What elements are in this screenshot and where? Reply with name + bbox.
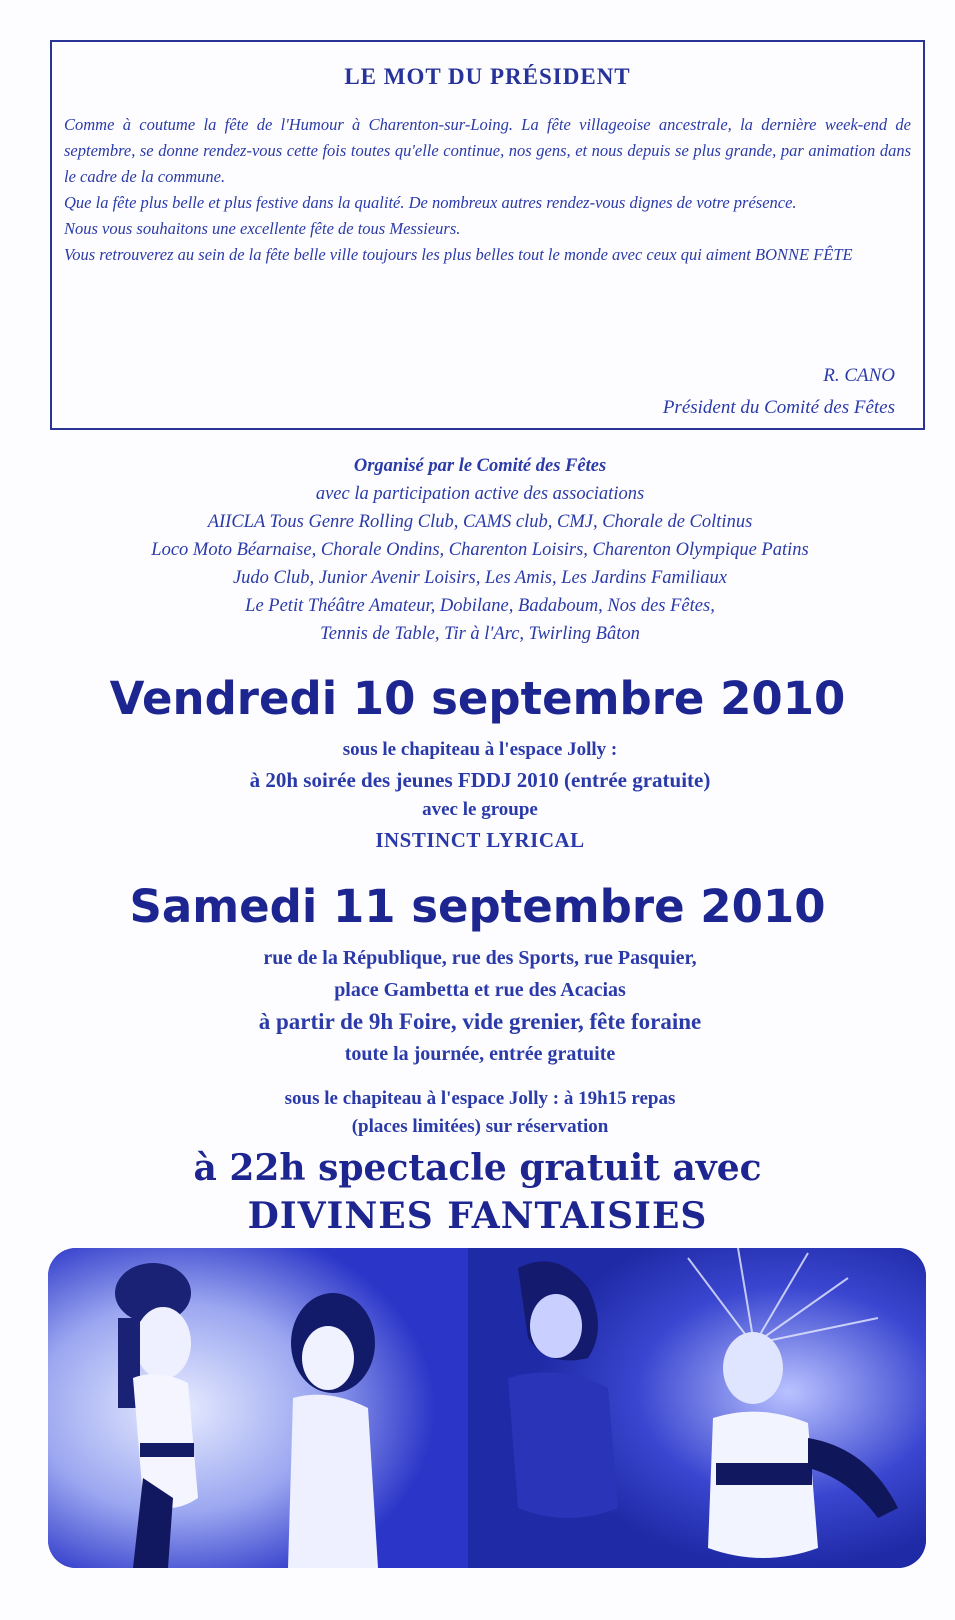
- signature-name: R. CANO: [823, 365, 895, 386]
- organizers-line: Le Petit Théâtre Amateur, Dobilane, Badaboum, Nos des Fêtes,: [245, 596, 715, 616]
- show-announcement: à 22h spectacle gratuit avec: [193, 1147, 762, 1189]
- saturday-line: à partir de 9h Foire, vide grenier, fête foraine: [258, 1009, 702, 1034]
- show-title: DIVINES FANTAISIES: [247, 1195, 708, 1237]
- friday-line: à 20h soirée des jeunes FDDJ 2010 (entrée gratuite): [249, 768, 711, 792]
- president-paragraph: Nous vous souhaitons une excellente fête de tous Messieurs.: [64, 219, 461, 238]
- saturday-line: rue de la République, rue des Sports, rue Pasquier,: [263, 947, 697, 969]
- performers-photo-panel: [48, 1248, 926, 1568]
- president-paragraph: Comme à coutume la fête de l'Humour à Charenton-sur-Loing. La fête villageoise ancestrale, la dernière week-end de septembre, se donne rendez-vous cette fois toutes qu'elle continue, nos gens, et nous depuis se plus grande, par animation dans le cadre de la commune.: [64, 115, 911, 186]
- meal-line: sous le chapiteau à l'espace Jolly : à 19h15 repas: [284, 1088, 676, 1109]
- performers-photo: [48, 1248, 926, 1568]
- organizers-line: avec la participation active des associations: [315, 484, 645, 504]
- saturday-meal: [40, 1085, 920, 1141]
- organizers-section: [40, 452, 920, 648]
- organizers-line: Tennis de Table, Tir à l'Arc, Twirling Bâton: [320, 624, 640, 644]
- friday-details: [40, 735, 920, 855]
- organizers-line: Judo Club, Junior Avenir Loisirs, Les Amis, Les Jardins Familiaux: [232, 568, 728, 588]
- organizers-line: Loco Moto Béarnaise, Chorale Ondins, Charenton Loisirs, Charenton Olympique Patins: [151, 540, 809, 560]
- saturday-line: toute la journée, entrée gratuite: [344, 1043, 616, 1065]
- president-paragraph: Que la fête plus belle et plus festive dans la qualité. De nombreux autres rendez-vous dignes de votre présence.: [64, 193, 797, 212]
- friday-heading: Vendredi 10 septembre 2010: [109, 672, 846, 725]
- friday-line: sous le chapiteau à l'espace Jolly :: [342, 739, 618, 760]
- president-signature: [663, 360, 895, 424]
- president-message-body: [64, 112, 911, 268]
- meal-line: (places limitées) sur réservation: [351, 1116, 609, 1137]
- president-paragraph: Vous retrouverez au sein de la fête belle ville toujours les plus belles tout le monde avec ceux qui aiment BONNE FÊTE: [64, 245, 853, 264]
- friday-group-name: INSTINCT LYRICAL: [375, 828, 585, 852]
- president-message-box: [50, 40, 925, 430]
- saturday-details: [40, 942, 920, 1070]
- saturday-line: place Gambetta et rue des Acacias: [334, 979, 626, 1001]
- organizers-line: AIICLA Tous Genre Rolling Club, CAMS club, CMJ, Chorale de Coltinus: [207, 512, 753, 532]
- signature-title: Président du Comité des Fêtes: [662, 397, 895, 418]
- organizers-title: Organisé par le Comité des Fêtes: [353, 456, 607, 476]
- friday-line: avec le groupe: [422, 799, 538, 820]
- president-message-title: LE MOT DU PRÉSIDENT: [344, 64, 631, 89]
- saturday-heading: Samedi 11 septembre 2010: [129, 880, 826, 933]
